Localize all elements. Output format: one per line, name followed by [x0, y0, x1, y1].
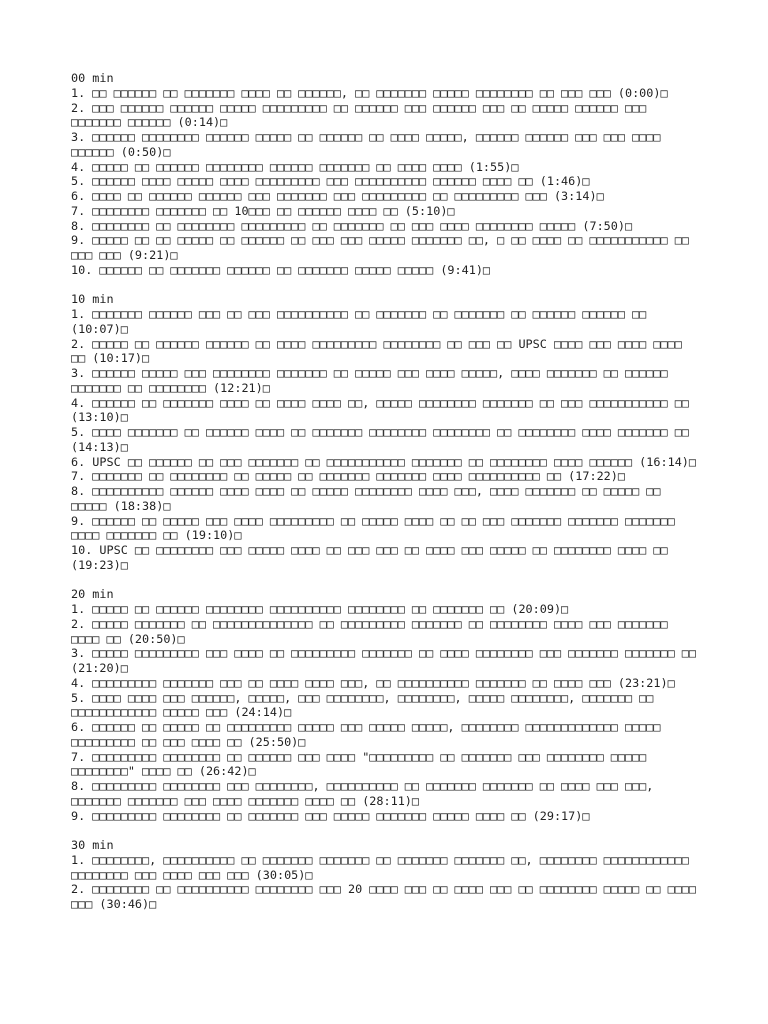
document-body: [71, 71, 703, 927]
list-item: 8. □□□□□□□□□□ □□□□□□ □□□□ □□□□ □□ □□□□□ □□□□□□□□ □□□□ □□□, □□□□ □□□□□□□ □□ □□□□□ □□ □□□□□ (18:38)□: [71, 484, 668, 513]
section-heading: 20 min: [71, 587, 114, 602]
list-item: 1. □□□□□ □□ □□□□□□ □□□□□□□□ □□□□□□□□□□ □□□□□□□□ □□ □□□□□□□ □□ (20:09)□: [71, 602, 569, 616]
list-item: 8. □□□□□□□□□ □□□□□□□□ □□□ □□□□□□□□, □□□□□□□□□□ □□ □□□□□□□ □□□□□□□ □□ □□□□ □□□ □□□, □□□□□□□ □□□□□□□ □□□ □□□□ □□□□□□□ □□□□ □□ (28:11)□: [71, 779, 661, 808]
list-item: 9. □□□□□□□□□ □□□□□□□□ □□ □□□□□□□ □□□ □□□□□ □□□□□□□ □□□□□ □□□□ □□ (29:17)□: [71, 808, 590, 823]
list-item: 1. □□ □□□□□□ □□ □□□□□□□ □□□□ □□ □□□□□□, □□ □□□□□□□ □□□□□ □□□□□□□□ □□ □□□ □□□ (0:00)□: [71, 85, 668, 100]
section-20-min: [71, 587, 703, 823]
list-item: 6. □□□□ □□ □□□□□□ □□□□□□ □□□ □□□□□□□ □□□ □□□□□□□□□ □□ □□□□□□□□□ □□□ (3:14)□: [71, 189, 604, 203]
list-item: 2. □□□□□ □□□□□□□ □□ □□□□□□□□□□□□□□ □□ □□□□□□□□□ □□□□□□□ □□ □□□□□□□□ □□□□ □□□ □□□□□□□ □□□□ □□ (20:50)□: [71, 616, 675, 646]
list-item: 7. □□□□□□□□□ □□□□□□□□ □□ □□□□□□ □□□ □□□□ "□□□□□□□□□ □□ □□□□□□□ □□□ □□□□□□□□ □□□□□ □□□□□□□□" □□□□ □□ (26:42)□: [71, 749, 654, 779]
list-item: 5. □□□□ □□□□□□□ □□ □□□□□□ □□□□ □□ □□□□□□□ □□□□□□□□ □□□□□□□□ □□ □□□□□□□□ □□□□ □□□□□□□ □□ (14:13)□: [71, 425, 697, 454]
list-item: 5. □□□□□□ □□□□ □□□□□ □□□□ □□□□□□□□□ □□□ □□□□□□□□□□ □□□□□□ □□□□ □□ (1:46)□: [71, 174, 590, 189]
list-item: 9. □□□□□ □□ □□ □□□□□ □□ □□□□□□ □□ □□□ □□□ □□□□□ □□□□□□□ □□, □ □□ □□□□ □□ □□□□□□□□□□□ □□ □□□ □□□ (9:21)□: [71, 233, 697, 262]
item-list: [71, 602, 703, 823]
list-item: 5. □□□□ □□□□ □□□ □□□□□□, □□□□□, □□□ □□□□□□□□, □□□□□□□□, □□□□□ □□□□□□□□, □□□□□□□ □□ □□□□□□□□□□□□ □□□□□ □□□ (24:14)□: [71, 690, 661, 720]
list-item: 1. □□□□□□□□, □□□□□□□□□□ □□ □□□□□□□ □□□□□□□ □□ □□□□□□□ □□□□□□□ □□, □□□□□□□□ □□□□□□□□□□□□ □□□□□□□□ □□□ □□□□ □□□ □□□ (30:05)□: [71, 852, 697, 882]
list-item: 2. □□□□□□□□ □□ □□□□□□□□□□ □□□□□□□□ □□□ 20 □□□□ □□□ □□ □□□□ □□□ □□ □□□□□□□□ □□□□□ □□ □□□□ □□□ (30:46)□: [71, 882, 704, 911]
list-item: 1. □□□□□□□ □□□□□□ □□□ □□ □□□ □□□□□□□□□□ □□ □□□□□□□ □□ □□□□□□□ □□ □□□□□□ □□□□□□ □□ (10:07)□: [71, 307, 654, 336]
item-list: [71, 86, 703, 278]
list-item: 4. □□□□□□□□□ □□□□□□□ □□□ □□ □□□□ □□□□ □□□, □□ □□□□□□□□□□ □□□□□□□ □□ □□□□ □□□ (23:21)□: [71, 675, 675, 690]
list-item: 3. □□□□□□ □□□□□ □□□ □□□□□□□□ □□□□□□□ □□ □□□□□ □□□ □□□□ □□□□□, □□□□ □□□□□□□ □□ □□□□□□ □□□□□□□ □□ □□□□□□□□ (12:21)□: [71, 366, 675, 395]
list-item: 10. UPSC □□ □□□□□□□□ □□□ □□□□□ □□□□ □□ □□□ □□□ □□ □□□□ □□□ □□□□□ □□ □□□□□□□□ □□□□ □□ (19:23)□: [71, 543, 675, 572]
section-heading: 10 min: [71, 292, 114, 307]
section-10-min: [71, 292, 703, 572]
list-item: 3. □□□□□□ □□□□□□□□ □□□□□□ □□□□□ □□ □□□□□□ □□ □□□□ □□□□□, □□□□□□ □□□□□□ □□□ □□□ □□□□ □□□□□□ (0:50)□: [71, 130, 668, 159]
list-item: 2. □□□□□ □□ □□□□□□ □□□□□□ □□ □□□□ □□□□□□□□□ □□□□□□□□ □□ □□□ □□ UPSC □□□□ □□□ □□□□ □□□□ □□ (10:17)□: [71, 336, 689, 366]
list-item: 3. □□□□□ □□□□□□□□□ □□□ □□□□ □□ □□□□□□□□□ □□□□□□□ □□ □□□□ □□□□□□□□ □□□ □□□□□□□ □□□□□□□ □□ (21:20)□: [71, 646, 704, 675]
list-item: 7. □□□□□□□□ □□□□□□□ □□ 10□□□ □□ □□□□□□ □□□□ □□ (5:10)□: [71, 203, 455, 218]
list-item: 7. □□□□□□□ □□ □□□□□□□□ □□ □□□□□ □□ □□□□□□□ □□□□□□□ □□□□ □□□□□□□□□□ □□ (17:22)□: [71, 469, 625, 484]
list-item: 6. □□□□□□ □□ □□□□□ □□ □□□□□□□□□ □□□□□ □□□ □□□□□ □□□□□, □□□□□□□□ □□□□□□□□□□□□□ □□□□□ □□□□□□□□□ □□ □□□ □□□□ □□ (25:50)□: [71, 720, 668, 749]
list-item: 4. □□□□□ □□ □□□□□□ □□□□□□□□ □□□□□□ □□□□□□□ □□ □□□□ □□□□ (1:55)□: [71, 159, 519, 174]
list-item: 4. □□□□□□ □□ □□□□□□□ □□□□ □□ □□□□ □□□□ □□, □□□□□ □□□□□□□□ □□□□□□□ □□ □□□ □□□□□□□□□□□ □□ (13:10)□: [71, 395, 697, 425]
list-item: 9. □□□□□□ □□ □□□□□ □□□ □□□□ □□□□□□□□□ □□ □□□□□ □□□□ □□ □□ □□□ □□□□□□□ □□□□□□□ □□□□□□□ □□□□ □□□□□□□ □□ (19:10)□: [71, 513, 682, 543]
list-item: 10. □□□□□□ □□ □□□□□□□ □□□□□□ □□ □□□□□□□ □□□□□ □□□□□ (9:41)□: [71, 262, 491, 277]
item-list: [71, 307, 703, 573]
list-item: 2. □□□ □□□□□□ □□□□□□ □□□□□ □□□□□□□□□ □□ □□□□□□ □□□ □□□□□□ □□□ □□ □□□□□ □□□□□□ □□□ □□□□□□□ □□□□□□ (0:14)□: [71, 100, 654, 130]
section-heading: 30 min: [71, 838, 114, 852]
list-item: 6. UPSC □□ □□□□□□ □□ □□□ □□□□□□□ □□ □□□□□□□□□□□ □□□□□□□ □□ □□□□□□□□ □□□□ □□□□□□ (16:14)□: [71, 454, 697, 469]
item-list: [71, 853, 703, 912]
list-item: 8. □□□□□□□□ □□ □□□□□□□□ □□□□□□□□□ □□ □□□□□□□ □□ □□□ □□□□ □□□□□□□□ □□□□□ (7:50)□: [71, 218, 633, 233]
section-heading: 00 min: [71, 71, 114, 85]
section-30-min: [71, 838, 703, 912]
section-00-min: [71, 71, 703, 278]
